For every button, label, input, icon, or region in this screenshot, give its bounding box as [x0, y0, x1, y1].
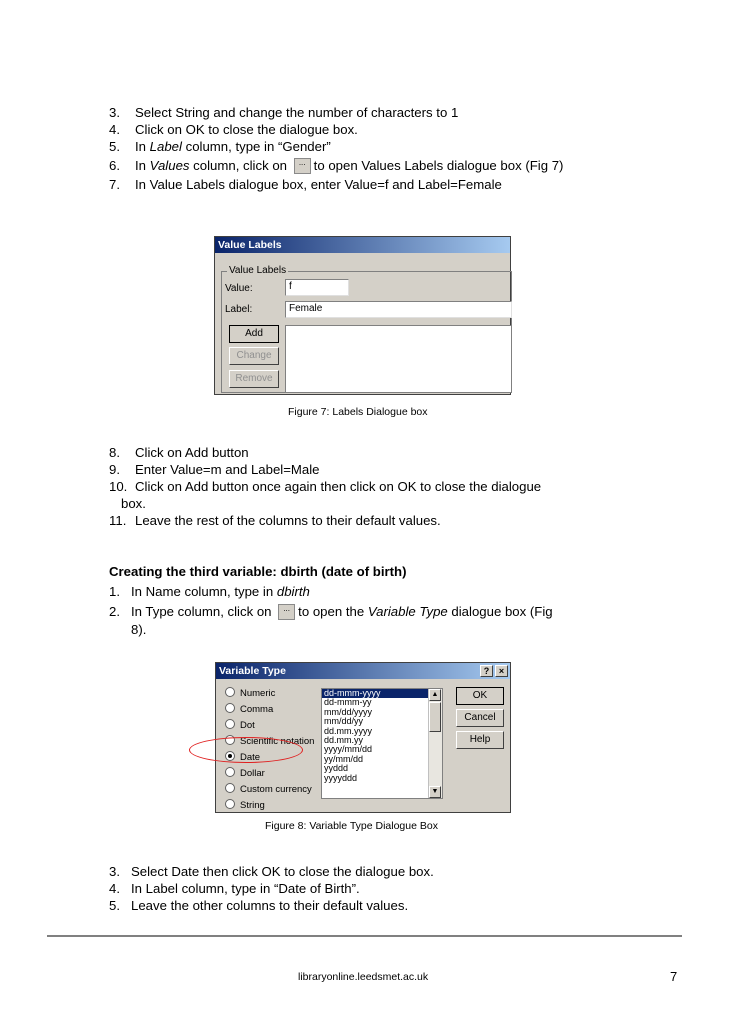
- footer-site: libraryonline.leedsmet.ac.uk: [298, 971, 429, 983]
- final-step-3: 3. Select Date then click OK to close the dialogue box.: [109, 864, 434, 879]
- list-item[interactable]: yy/mm/dd: [324, 753, 364, 764]
- remove-button[interactable]: Remove: [229, 370, 279, 388]
- step-10: 10. Click on Add button once again then click on OK to close the dialogue: [109, 479, 542, 494]
- value-input[interactable]: f: [285, 279, 349, 296]
- value-label: Value:: [225, 283, 253, 294]
- radio-string[interactable]: String: [225, 799, 265, 812]
- help-button[interactable]: Help: [456, 731, 504, 749]
- list-scrollbar[interactable]: [428, 689, 442, 798]
- step-5-label: 5. In Label column, type in “Gender”: [109, 139, 331, 154]
- radio-dollar[interactable]: Dollar: [225, 767, 265, 780]
- radio-dot-icon: [225, 703, 235, 713]
- section-heading: Creating the third variable: dbirth (date of birth): [109, 564, 407, 579]
- dbirth-step-2: 2. In Type column, click on ... to open the Variable Type dialogue box (Fig: [109, 604, 553, 619]
- close-icon[interactable]: ×: [495, 665, 508, 677]
- ellipsis-button-icon: ...: [278, 604, 295, 620]
- final-step-4: 4. In Label column, type in “Date of Birth”.: [109, 881, 360, 896]
- ok-button[interactable]: OK: [456, 687, 504, 705]
- list-item[interactable]: dd-mmm-yy: [324, 697, 372, 708]
- step-8: 8. Click on Add button: [109, 445, 249, 460]
- step-9: 9. Enter Value=m and Label=Male: [109, 462, 320, 477]
- radio-dot[interactable]: Dot: [225, 719, 255, 732]
- list-item[interactable]: yyddd: [324, 763, 349, 774]
- change-button[interactable]: Change: [229, 347, 279, 365]
- page-number: 7: [670, 969, 678, 984]
- label-label: Label:: [225, 304, 253, 315]
- footer-divider: [47, 935, 682, 937]
- cancel-button[interactable]: Cancel: [456, 709, 504, 727]
- radio-comma[interactable]: Comma: [225, 703, 273, 716]
- step-10-continuation: box.: [121, 496, 146, 511]
- radio-numeric[interactable]: Numeric: [225, 687, 275, 700]
- group-label: Value Labels: [229, 265, 287, 276]
- radio-custom-currency[interactable]: Custom currency: [225, 783, 312, 796]
- variable-type-titlebar: Variable Type: [216, 663, 510, 679]
- red-annotation-ellipse: [189, 737, 303, 763]
- value-labels-titlebar: Value Labels: [215, 237, 510, 253]
- dbirth-step-2-continuation: 8).: [131, 622, 147, 637]
- step-3-string: 3. Select String and change the number of characters to 1: [109, 105, 459, 120]
- list-item[interactable]: mm/dd/yyyy: [324, 706, 373, 717]
- value-labels-dialog: [214, 236, 511, 395]
- value-labels-list[interactable]: [285, 325, 512, 393]
- step-4-ok: 4. Click on OK to close the dialogue box.: [109, 122, 358, 137]
- radio-dot-icon: [225, 799, 235, 809]
- radio-dot-icon: [225, 687, 235, 697]
- step-6-values: 6. In Values column, click on ... to open Values Labels dialogue box (Fig 7): [109, 158, 564, 173]
- list-item[interactable]: dd-mmm-yyyy: [322, 689, 442, 698]
- final-step-5: 5. Leave the other columns to their default values.: [109, 898, 409, 913]
- list-item[interactable]: mm/dd/yy: [324, 716, 364, 727]
- figure-8-caption: Figure 8: Variable Type Dialogue Box: [265, 820, 438, 832]
- radio-dot-icon: [225, 783, 235, 793]
- figure-7-caption: Figure 7: Labels Dialogue box: [288, 406, 428, 418]
- help-icon[interactable]: ?: [480, 665, 493, 677]
- list-item[interactable]: yyyyddd: [324, 772, 358, 783]
- step-11: 11. Leave the rest of the columns to their default values.: [109, 513, 441, 528]
- label-input[interactable]: Female: [285, 301, 512, 318]
- list-item[interactable]: dd.mm.yy: [324, 735, 364, 746]
- step-7-enter-values: 7. In Value Labels dialogue box, enter Value=f and Label=Female: [109, 177, 502, 192]
- date-format-list[interactable]: [321, 688, 443, 799]
- radio-dot-icon: [225, 719, 235, 729]
- radio-date[interactable]: Date: [225, 751, 260, 764]
- list-item[interactable]: dd.mm.yyyy: [324, 725, 373, 736]
- scroll-down-icon[interactable]: ▼: [429, 786, 441, 798]
- ellipsis-button-icon: ...: [294, 158, 311, 174]
- scroll-thumb[interactable]: [429, 702, 441, 732]
- list-item[interactable]: yyyy/mm/dd: [324, 744, 373, 755]
- add-button[interactable]: Add: [229, 325, 279, 343]
- scroll-up-icon[interactable]: ▲: [429, 689, 441, 701]
- dbirth-step-1: 1. In Name column, type in dbirth: [109, 584, 310, 599]
- radio-dot-icon: [225, 767, 235, 777]
- radio-scientific-notation[interactable]: Scientific notation: [225, 735, 314, 748]
